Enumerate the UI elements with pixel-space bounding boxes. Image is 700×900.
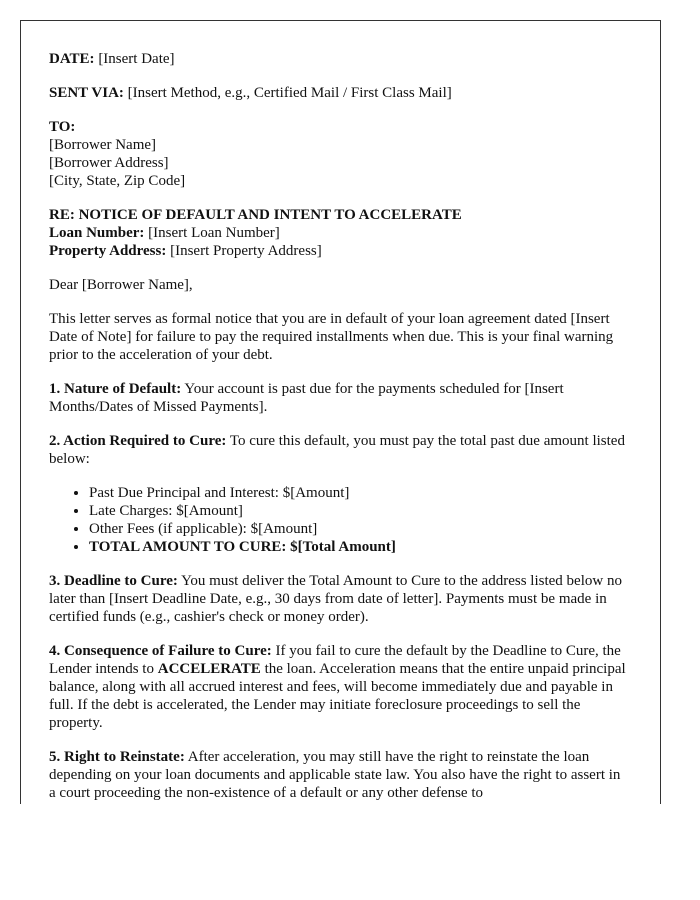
date-line: DATE: [Insert Date] [49,51,175,67]
salutation: Dear [Borrower Name], [49,277,193,293]
list-item: • Other Fees (if applicable): $[Amount] [89,520,630,538]
section-deadline: 3. Deadline to Cure: You must deliver the Total Amount to Cure to the address listed below no later than [Insert Deadline Date, e.g., 30 days from date of letter]. Payments must be made in certified funds (e.g., cashier's check or money order). [49,573,622,625]
list-item-total: • TOTAL AMOUNT TO CURE: $[Total Amount] [89,538,630,556]
recipient-block: TO: [Borrower Name] [Borrower Address] [City, State, Zip Code] [49,119,186,189]
amount-list [49,484,630,556]
list-item: • Past Due Principal and Interest: $[Amount] [89,484,630,502]
intro-paragraph: This letter serves as formal notice that you are in default of your loan agreement dated [Insert Date of Note] for failure to pay the required installments when due. This is your final warning prior to the acceleration of your debt. [49,311,614,363]
borrower-name: [Borrower Name] [49,137,157,153]
borrower-address: [Borrower Address] [49,155,169,171]
letter-document [20,20,661,804]
sent-via-line: SENT VIA: [Insert Method, e.g., Certified Mail / First Class Mail] [49,85,452,101]
borrower-city: [City, State, Zip Code] [49,173,186,189]
section-action-required: 2. Action Required to Cure: To cure this default, you must pay the total past due amount listed below: [49,433,625,467]
subject-block: RE: NOTICE OF DEFAULT AND INTENT TO ACCELERATE Loan Number: [Insert Loan Number] Property Address: [Insert Property Address] [49,207,462,259]
list-item: • Late Charges: $[Amount] [89,502,630,520]
section-nature-of-default: 1. Nature of Default: Your account is past due for the payments scheduled for [Insert Months/Dates of Missed Payments]. [49,381,564,415]
section-consequence: 4. Consequence of Failure to Cure: If you fail to cure the default by the Deadline to Cure, the Lender intends to ACCELERATE the loan. Acceleration means that the entire unpaid principal balance, along with all accrued interest and fees, will become immediately due and payable in full. If the debt is accelerated, the Lender may initiate foreclosure proceedings to sell the property. [49,643,626,731]
section-right-to-reinstate: 5. Right to Reinstate: After acceleration, you may still have the right to reinstate the loan depending on your loan documents and applicable state law. You also have the right to assert in a court proceeding the non-existence of a default or any other defense to [49,749,621,801]
subject: RE: NOTICE OF DEFAULT AND INTENT TO ACCELERATE [49,207,462,223]
